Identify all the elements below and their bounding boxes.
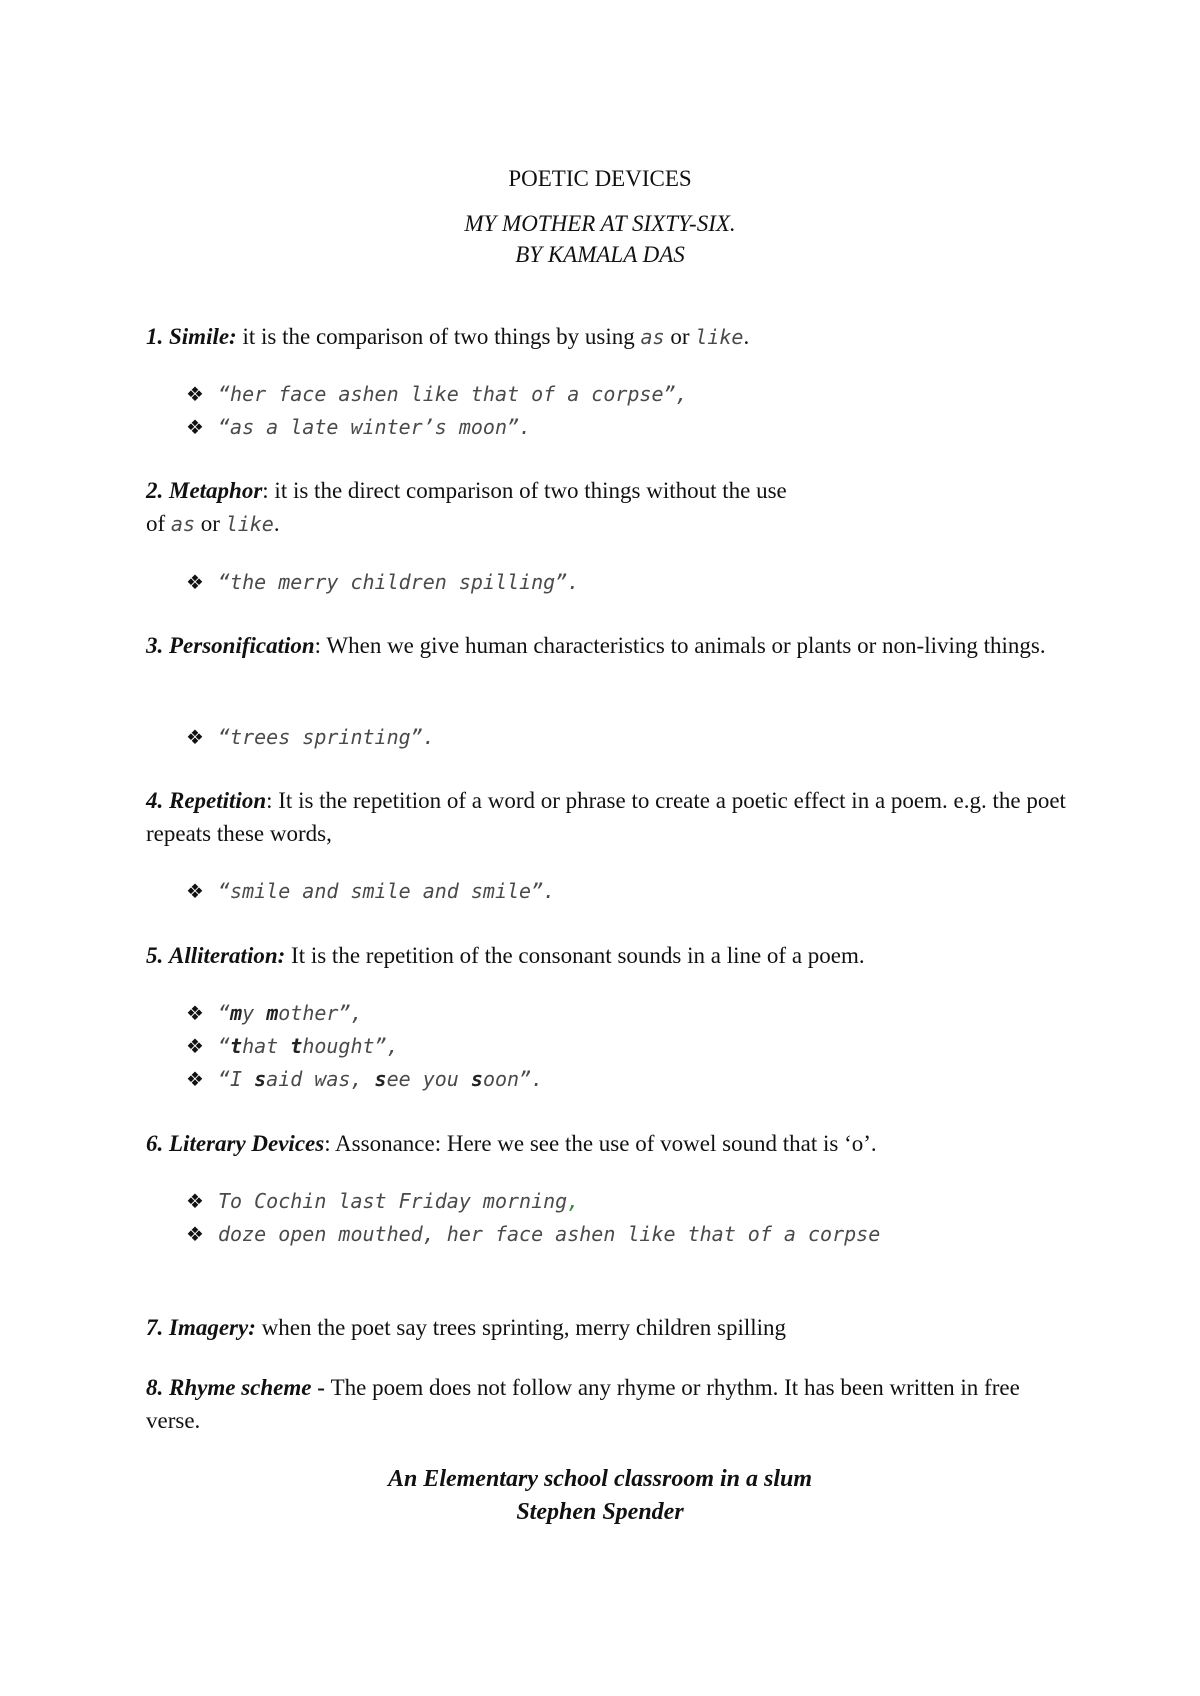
device-name: Metaphor: [169, 478, 263, 503]
device-name: Rhyme scheme: [169, 1375, 312, 1400]
device-simile: 1. Simile: it is the comparison of two things by using as or like.: [146, 324, 750, 349]
list-item: ❖ “smile and smile and smile”.: [186, 879, 556, 903]
list-item: ❖ To Cochin last Friday morning,: [186, 1189, 580, 1213]
device-number: 1.: [146, 324, 164, 349]
device-number: 7.: [146, 1315, 164, 1340]
diamond-bullet-icon: ❖: [186, 415, 204, 439]
device-number: 3.: [146, 633, 164, 658]
list-item: ❖ “that thought”,: [186, 1034, 399, 1058]
next-poem-title: An Elementary school classroom in a slum: [387, 1466, 813, 1492]
device-number: 8.: [146, 1375, 164, 1400]
diamond-bullet-icon: ❖: [186, 1034, 204, 1058]
device-number: 5.: [146, 943, 164, 968]
list-item: ❖ “I said was, see you soon”.: [186, 1067, 544, 1091]
page-title: POETIC DEVICES: [508, 166, 692, 191]
diamond-bullet-icon: ❖: [186, 570, 204, 594]
device-number: 6.: [146, 1131, 164, 1156]
diamond-bullet-icon: ❖: [186, 725, 204, 749]
list-item: ❖ “her face ashen like that of a corpse”,: [186, 382, 688, 406]
author-line: BY KAMALA DAS: [515, 242, 685, 267]
diamond-bullet-icon: ❖: [186, 879, 204, 903]
device-metaphor: 2. Metaphor: it is the direct comparison of two things without the use of as or like.: [146, 478, 787, 536]
list-item: ❖ doze open mouthed, her face ashen like that of a corpse: [186, 1222, 881, 1246]
list-item: ❖ “trees sprinting”.: [186, 725, 435, 749]
list-item: ❖ “my mother”,: [186, 1001, 363, 1025]
device-name: Alliteration:: [169, 943, 286, 968]
device-alliteration: 5. Alliteration: It is the repetition of the consonant sounds in a line of a poem.: [146, 943, 865, 968]
device-repetition: 4. Repetition: It is the repetition of a word or phrase to create a poetic effect in a poem. e.g. the poet repeats these words,: [146, 788, 1066, 846]
device-name: Repetition: [169, 788, 267, 813]
device-name: Literary Devices: [169, 1131, 325, 1156]
device-rhyme-scheme: 8. Rhyme scheme - The poem does not follow any rhyme or rhythm. It has been written in free verse.: [146, 1375, 1020, 1433]
device-number: 4.: [146, 788, 164, 813]
diamond-bullet-icon: ❖: [186, 1067, 204, 1091]
diamond-bullet-icon: ❖: [186, 382, 204, 406]
diamond-bullet-icon: ❖: [186, 1189, 204, 1213]
next-poem-author: Stephen Spender: [516, 1499, 684, 1525]
diamond-bullet-icon: ❖: [186, 1001, 204, 1025]
device-imagery: 7. Imagery: when the poet say trees sprinting, merry children spilling: [146, 1315, 787, 1340]
device-personification: 3. Personification: When we give human characteristics to animals or plants or non-living things.: [146, 633, 1046, 658]
list-item: ❖ “as a late winter’s moon”.: [186, 415, 532, 439]
poem-title: MY MOTHER AT SIXTY-SIX.: [464, 211, 736, 236]
device-literary-devices: 6. Literary Devices: Assonance: Here we see the use of vowel sound that is ‘o’.: [146, 1131, 877, 1156]
device-name: Simile:: [169, 324, 237, 349]
device-name: Personification: [169, 633, 315, 658]
device-number: 2.: [146, 478, 164, 503]
diamond-bullet-icon: ❖: [186, 1222, 204, 1246]
list-item: ❖ “the merry children spilling”.: [186, 570, 580, 594]
device-name: Imagery:: [169, 1315, 256, 1340]
